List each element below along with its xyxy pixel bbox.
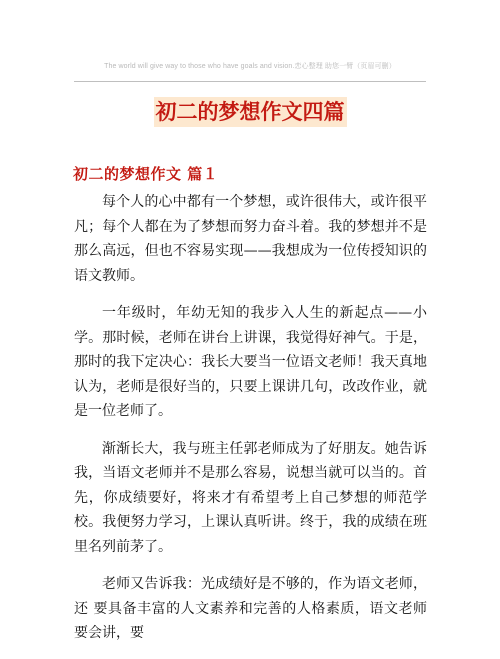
paragraph-4: 老师又告诉我：光成绩好是不够的，作为语文老师，还 要具备丰富的人文素养和完善的人格素质，语文老师要会讲，要	[74, 576, 427, 641]
paragraph-1: 每个人的心中都有一个梦想，或许很伟大，或许很平凡；每个人都在为了梦想而努力奋斗着。我的梦想并不是那么高远，但也不容易实现——我想成为一位传授知识的语文教师。	[74, 194, 427, 284]
document-title	[0, 97, 500, 127]
section-title: 初二的梦想作文 篇１	[73, 165, 219, 183]
page-header-note: The world will give way to those who have goals and vision.恋心整理 助您一臂（页眉可删）	[104, 63, 396, 70]
document-title-text: 初二的梦想作文四篇	[154, 97, 347, 127]
paragraph-2: 一年级时，年幼无知的我步入人生的新起点——小学。那时候，老师在讲台上讲课，我觉得好神气。于是，那时的我下定决心：我长大要当一位语文老师！我天真地认为，老师是很好当的，只要上课讲几句，改改作业，就是一位老师了。	[74, 305, 427, 419]
header-divider	[74, 81, 426, 82]
paragraph-3: 渐渐长大，我与班主任郭老师成为了好朋友。她告诉我，当语文老师并不是那么容易，说想当就可以当的。首先，你成绩要好，将来才有希望考上自己梦想的师范学校。我便努力学习，上课认真听讲。终于，我的成绩在班里名列前茅了。	[74, 440, 427, 555]
essay-body	[74, 190, 427, 659]
